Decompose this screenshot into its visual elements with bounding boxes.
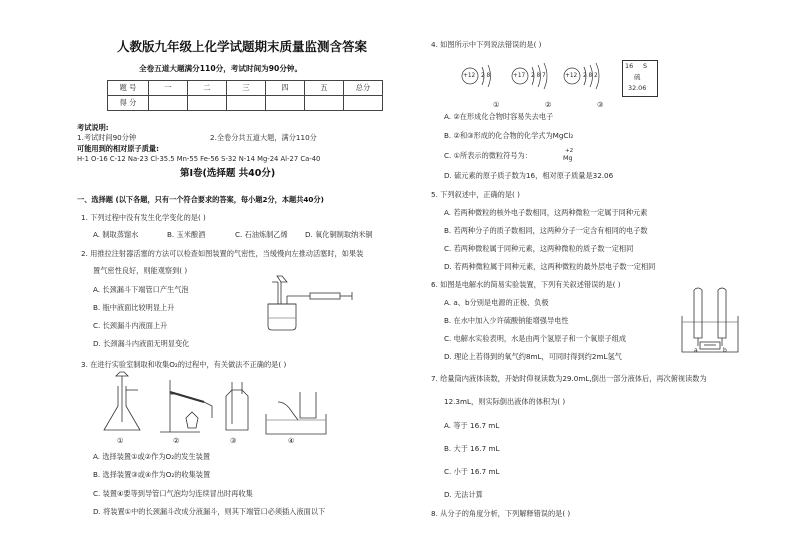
q4-atom-label-3: ③ [597,100,604,109]
exam-notes-heading: 考试说明: [77,123,109,132]
score-header-cell: 总分 [344,81,383,96]
page-title: 人教版九年级上化学试题期末质量监测含答案 [117,39,368,54]
atomic-mass-list: H-1 O-16 C-12 Na-23 Cl-35.5 Mn-55 Fe-56 S-32 N-14 Mg-24 Al-27 Ca-40 [77,155,321,163]
score-cell[interactable] [149,96,188,111]
q6-option-d[interactable]: D. 理论上若得到的氧气约8mL，可同时得到约2mL氢气 [444,352,622,361]
q4-element-name: 硫 [634,73,641,81]
q3-figure-label-2: ② [173,436,180,445]
q2-apparatus-figure [258,274,358,334]
score-header-cell: 三 [227,81,266,96]
q5-option-d[interactable]: D. 若两种微粒属于同种元素，这两种微粒的最外层电子数一定相同 [444,262,656,271]
q4-stem: 4. 如图所示中下列说法错误的是( ) [431,40,542,49]
q4-atom-label-1: ① [493,100,500,109]
q4-option-d[interactable]: D. 硫元素的原子质子数为16，相对原子质量是32.06 [444,171,614,180]
q7-stem-line2: 12.3mL，则实际倒出液体的体积为( ) [444,397,566,406]
q2-option-b[interactable]: B. 瓶中液面比较明显上升 [93,303,175,312]
score-cell[interactable] [227,96,266,111]
q4-option-b[interactable]: B. ②和③形成的化合物的化学式为MgCl₂ [444,131,574,140]
q4-option-a[interactable]: A. ②在形成化合物时容易失去电子 [444,112,554,121]
q4-shell-1: 2 8 [481,73,491,79]
score-cell[interactable] [344,96,383,111]
q3-stem: 3. 在进行实验室制取和收集O₂的过程中，有关做法不正确的是( ) [81,360,287,369]
q8-stem: 8. 从分子的角度分析，下列解释错误的是( ) [431,509,571,518]
q4-atom-label-2: ② [545,100,552,109]
q6-option-a[interactable]: A. a、b分别是电源的正极、负极 [444,298,549,307]
score-header-cell: 二 [188,81,227,96]
q4-shell-3: 2 8 2 [583,73,598,79]
q1-option-c[interactable]: C. 石油炼制乙烯 [235,230,288,239]
q4-option-c-symbol: Mg [563,154,573,162]
q4-element-number: 16 [625,62,634,70]
q4-ion-3: +12 [565,73,578,79]
score-cell[interactable] [266,96,305,111]
q6-option-b[interactable]: B. 在水中加入少许硫酸钠能增强导电性 [444,316,569,325]
exam-note-1: 1.考试时间90分钟 [77,133,137,142]
q4-element-mass: 32.06 [628,84,647,92]
score-header-cell: 五 [305,81,344,96]
q4-shell-2: 2 8 7 [531,73,546,79]
q1-option-d[interactable]: D. 氧化铜制取纳米铜 [305,230,373,239]
q7-option-b[interactable]: B. 大于 16.7 mL [444,444,500,453]
section1-heading: 一、选择题 (以下各题，只有一个符合要求的答案，每小题2分，本题共40分) [77,195,324,204]
part1-title: 第Ⅰ卷(选择题 共40分) [180,168,276,179]
q7-option-a[interactable]: A. 等于 16.7 mL [444,421,500,430]
q6-stem: 6. 如图是电解水的简易实验装置，下列有关叙述错误的是( ) [431,280,621,289]
q6-figure-label-a: a [694,347,698,354]
q1-option-a[interactable]: A. 制取蒸馏水 [93,230,139,239]
exam-subtitle: 全卷五道大题满分110分，考试时间为90分钟。 [139,64,303,73]
score-cell[interactable] [188,96,227,111]
q5-option-c[interactable]: C. 若两种微粒属于同种元素，这两种微粒的质子数一定相同 [444,244,634,253]
exam-note-2: 2.全卷分共五道大题，满分110分 [210,133,317,142]
q6-electrolysis-figure [680,286,740,356]
q4-option-c-sup: +2 [565,148,574,154]
q4-option-c[interactable]: C. ①所表示的微粒符号为： [444,151,532,160]
q3-figure-label-1: ① [117,436,124,445]
q6-figure-label-b: b [723,347,727,354]
q3-option-a[interactable]: A. 选择装置①或②作为O₂的发生装置 [93,452,211,461]
q2-stem-line2: 置气密性良好，则能观察到( ) [93,266,188,275]
q2-option-c[interactable]: C. 长颈漏斗内液面上升 [93,321,168,330]
q2-option-d[interactable]: D. 长颈漏斗内液面无明显变化 [93,339,190,348]
score-header-cell: 题 号 [108,81,149,96]
q4-ion-2: +17 [513,73,526,79]
score-row-label: 得 分 [108,96,149,111]
q4-ion-1: +12 [463,73,476,79]
q3-option-d[interactable]: D. 将装置①中的长颈漏斗改成分液漏斗，则其下端管口必须插入液面以下 [93,507,326,516]
score-table [107,80,383,111]
q3-option-b[interactable]: B. 选择装置③或④作为O₂的收集装置 [93,470,211,479]
q7-option-d[interactable]: D. 无法计算 [444,490,483,499]
score-table-score-row [108,96,383,111]
q3-apparatus-figure [100,372,360,444]
q1-option-b[interactable]: B. 玉米酿酒 [167,230,206,239]
q7-stem-line1: 7. 给量筒内液体读数，开始时仰视读数为29.0mL,倒出一部分液体后，再次俯视读数为 [431,374,707,383]
q1-stem: 1. 下列过程中没有发生化学变化的是( ) [81,213,206,222]
q3-figure-label-3: ③ [230,436,237,445]
q2-stem-line1: 2. 用推拉注射器活塞的方法可以检查如图装置的气密性，当缓慢向左推动活塞时，如果装 [81,249,364,258]
score-header-cell: 四 [266,81,305,96]
q3-figure-label-4: ④ [288,436,295,445]
q5-option-a[interactable]: A. 若两种微粒的核外电子数相同，这两种微粒一定属于同种元素 [444,208,648,217]
q5-stem: 5. 下列叙述中，正确的是( ) [431,190,520,199]
q6-option-c[interactable]: C. 电解水实验表明，水是由两个氢原子和一个氧原子组成 [444,334,627,343]
score-header-cell: 一 [149,81,188,96]
q7-option-c[interactable]: C. 小于 16.7 mL [444,467,500,476]
q3-option-c[interactable]: C. 装置④要等到导管口气泡均匀连续冒出时再收集 [93,489,253,498]
q2-option-a[interactable]: A. 长颈漏斗下端管口产生气泡 [93,285,189,294]
score-cell[interactable] [305,96,344,111]
q5-option-b[interactable]: B. 若两种分子的质子数相同，这两种分子一定含有相同的电子数 [444,226,648,235]
score-table-header-row [108,81,383,96]
q4-element-symbol: S [643,62,648,70]
atomic-mass-heading: 可能用到的相对原子质量: [77,144,159,153]
